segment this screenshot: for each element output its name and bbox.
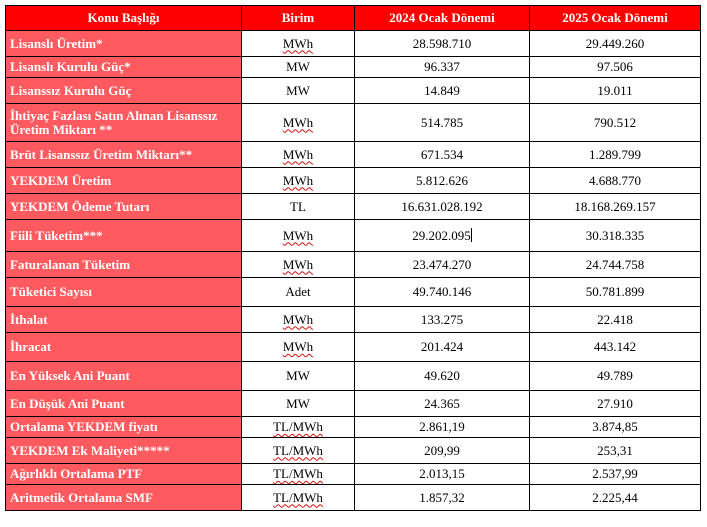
table-row [6,220,701,252]
value-2024-cell[interactable] [355,57,530,78]
topic-cell[interactable]: Faturalanan Tüketim [6,252,242,278]
unit-text: MWh [282,114,314,130]
unit-cell[interactable] [242,104,355,142]
table-row [6,333,701,362]
topic-cell[interactable]: Ağırlıklı Ortalama PTF [6,464,242,485]
value-2025: 29.449.260 [585,35,645,51]
unit-cell[interactable] [242,142,355,168]
value-2024: 23.474.270 [412,256,472,272]
topic-cell[interactable]: En Düşük Ani Puant [6,391,242,417]
value-2024: 133.275 [420,311,464,327]
value-2024-cell[interactable] [355,142,530,168]
value-2024: 514.785 [420,114,464,130]
value-2024: 96.337 [424,59,460,74]
unit-text: MWh [282,311,314,327]
value-2024-cell[interactable] [355,220,530,252]
unit-cell[interactable] [242,362,355,391]
value-2024: 2.861,19 [419,419,465,434]
table-row [6,31,701,57]
table-row [6,438,701,464]
unit-cell[interactable] [242,78,355,104]
value-2025-cell[interactable] [530,220,701,252]
table-row [6,485,701,511]
value-2025-cell[interactable] [530,168,701,194]
value-2025-cell[interactable] [530,333,701,362]
value-2025: 22.418 [597,311,633,327]
unit-text: Adet [285,284,311,299]
unit-text: TL/MWh [273,442,323,458]
header-2025[interactable]: 2025 Ocak Dönemi [530,6,701,31]
value-2024: 49.620 [424,368,460,383]
value-2024-cell[interactable] [355,333,530,362]
value-2024-cell[interactable] [355,307,530,333]
unit-cell[interactable] [242,31,355,57]
value-2024: 1.857,32 [419,489,465,505]
unit-text: TL/MWh [273,489,323,505]
value-2024: 28.598.710 [412,35,472,51]
value-2024-cell[interactable] [355,278,530,307]
value-2025-cell[interactable] [530,464,701,485]
unit-text: MWh [282,35,314,51]
table-row [6,362,701,391]
table-row [6,278,701,307]
table-row [6,57,701,78]
topic-cell[interactable]: İhracat [6,333,242,362]
value-2025: 30.318.335 [585,227,645,243]
value-2024: 49.740.146 [412,284,472,299]
unit-text: MW [286,82,310,98]
value-2024-cell[interactable] [355,252,530,278]
value-2024-cell[interactable] [355,485,530,511]
value-2025: 24.744.758 [585,256,645,272]
unit-cell[interactable] [242,307,355,333]
value-2025-cell[interactable] [530,78,701,104]
unit-cell[interactable] [242,485,355,511]
unit-text: MW [286,368,310,383]
data-table [5,5,701,511]
unit-text: MWh [282,172,314,188]
value-2025: 2.537,99 [592,466,638,481]
topic-cell[interactable]: Tüketici Sayısı [6,278,242,307]
value-2025-cell[interactable] [530,31,701,57]
table-row [6,194,701,220]
value-2024: 201.424 [420,339,464,354]
value-2025: 27.910 [597,395,633,411]
value-2024: 29.202.095 [412,227,471,243]
value-2024: 5.812.626 [416,172,468,188]
value-2024-cell[interactable] [355,194,530,220]
unit-text: MW [286,59,310,74]
unit-text: MWh [282,256,314,272]
unit-cell[interactable] [242,391,355,417]
value-2025: 50.781.899 [585,284,645,299]
unit-cell[interactable] [242,438,355,464]
topic-cell[interactable]: İhtiyaç Fazlası Satın Alınan Lisanssız Üretim Miktarı ** [6,104,242,142]
unit-cell[interactable] [242,464,355,485]
value-2025-cell[interactable] [530,362,701,391]
value-2025: 97.506 [597,59,633,74]
value-2024-cell[interactable] [355,417,530,438]
value-2025-cell[interactable] [530,252,701,278]
text-cursor [471,228,472,242]
table-row [6,142,701,168]
topic-cell[interactable]: En Yüksek Ani Puant [6,362,242,391]
topic-cell[interactable]: İthalat [6,307,242,333]
value-2025-cell[interactable] [530,57,701,78]
value-2025: 49.789 [597,368,633,383]
unit-text: MWh [282,146,314,162]
value-2025: 253,31 [597,442,633,458]
topic-cell[interactable]: Fiili Tüketim*** [6,220,242,252]
value-2025-cell[interactable] [530,104,701,142]
unit-text: TL/MWh [273,419,323,434]
topic-cell[interactable]: YEKDEM Ek Maliyeti***** [6,438,242,464]
unit-text: MWh [282,227,314,243]
value-2024-cell[interactable] [355,438,530,464]
unit-cell[interactable] [242,252,355,278]
topic-cell[interactable]: Lisanssız Kurulu Güç [6,78,242,104]
unit-text: MW [286,395,310,411]
topic-cell[interactable]: Lisanslı Üretim* [6,31,242,57]
unit-cell[interactable] [242,333,355,362]
value-2025-cell[interactable] [530,485,701,511]
table-row [6,252,701,278]
value-2025-cell[interactable] [530,194,701,220]
unit-text: TL/MWh [273,466,323,481]
table-row [6,417,701,438]
topic-cell[interactable]: YEKDEM Üretim [6,168,242,194]
table-row [6,78,701,104]
value-2025-cell[interactable] [530,417,701,438]
value-2025: 2.225,44 [592,489,638,505]
value-2024-cell[interactable] [355,391,530,417]
value-2025: 3.874,85 [592,419,638,434]
value-2025: 19.011 [597,82,633,98]
topic-cell[interactable]: Ortalama YEKDEM fiyatı [6,417,242,438]
value-2025: 4.688.770 [589,172,641,188]
topic-cell[interactable]: Aritmetik Ortalama SMF [6,485,242,511]
value-2024-cell[interactable] [355,31,530,57]
header-unit[interactable]: Birim [242,6,355,31]
value-2024: 209,99 [424,442,460,458]
value-2024-cell[interactable] [355,464,530,485]
table-body [6,31,701,511]
value-2024-cell[interactable] [355,104,530,142]
unit-cell[interactable] [242,417,355,438]
table-row [6,168,701,194]
topic-cell[interactable]: Lisanslı Kurulu Güç* [6,57,242,78]
value-2025-cell[interactable] [530,278,701,307]
value-2025-cell[interactable] [530,142,701,168]
value-2025-cell[interactable] [530,307,701,333]
value-2025: 18.168.269.157 [574,198,656,214]
value-2024: 14.849 [424,82,460,98]
header-2024[interactable]: 2024 Ocak Dönemi [355,6,530,31]
value-2024: 24.365 [424,395,460,411]
table-row [6,464,701,485]
header-topic[interactable]: Konu Başlığı [6,6,242,31]
value-2025: 443.142 [593,339,637,354]
topic-cell[interactable]: YEKDEM Ödeme Tutarı [6,194,242,220]
unit-cell[interactable] [242,194,355,220]
table-row [6,391,701,417]
unit-text: MWh [282,339,314,354]
unit-cell[interactable] [242,220,355,252]
value-2025-cell[interactable] [530,391,701,417]
topic-cell[interactable]: Brüt Lisanssız Üretim Miktarı** [6,142,242,168]
value-2024: 671.534 [420,146,464,162]
value-2025-cell[interactable] [530,438,701,464]
unit-text: TL [290,198,306,214]
value-2024-cell[interactable] [355,78,530,104]
value-2025: 1.289.799 [589,146,641,162]
table-row [6,104,701,142]
value-2024: 2.013,15 [419,466,465,481]
table-row [6,307,701,333]
unit-cell[interactable] [242,278,355,307]
value-2024-cell[interactable] [355,168,530,194]
header-row [6,6,701,31]
unit-cell[interactable] [242,57,355,78]
value-2024: 16.631.028.192 [401,198,483,214]
value-2024-cell[interactable] [355,362,530,391]
unit-cell[interactable] [242,168,355,194]
value-2025: 790.512 [593,114,637,130]
